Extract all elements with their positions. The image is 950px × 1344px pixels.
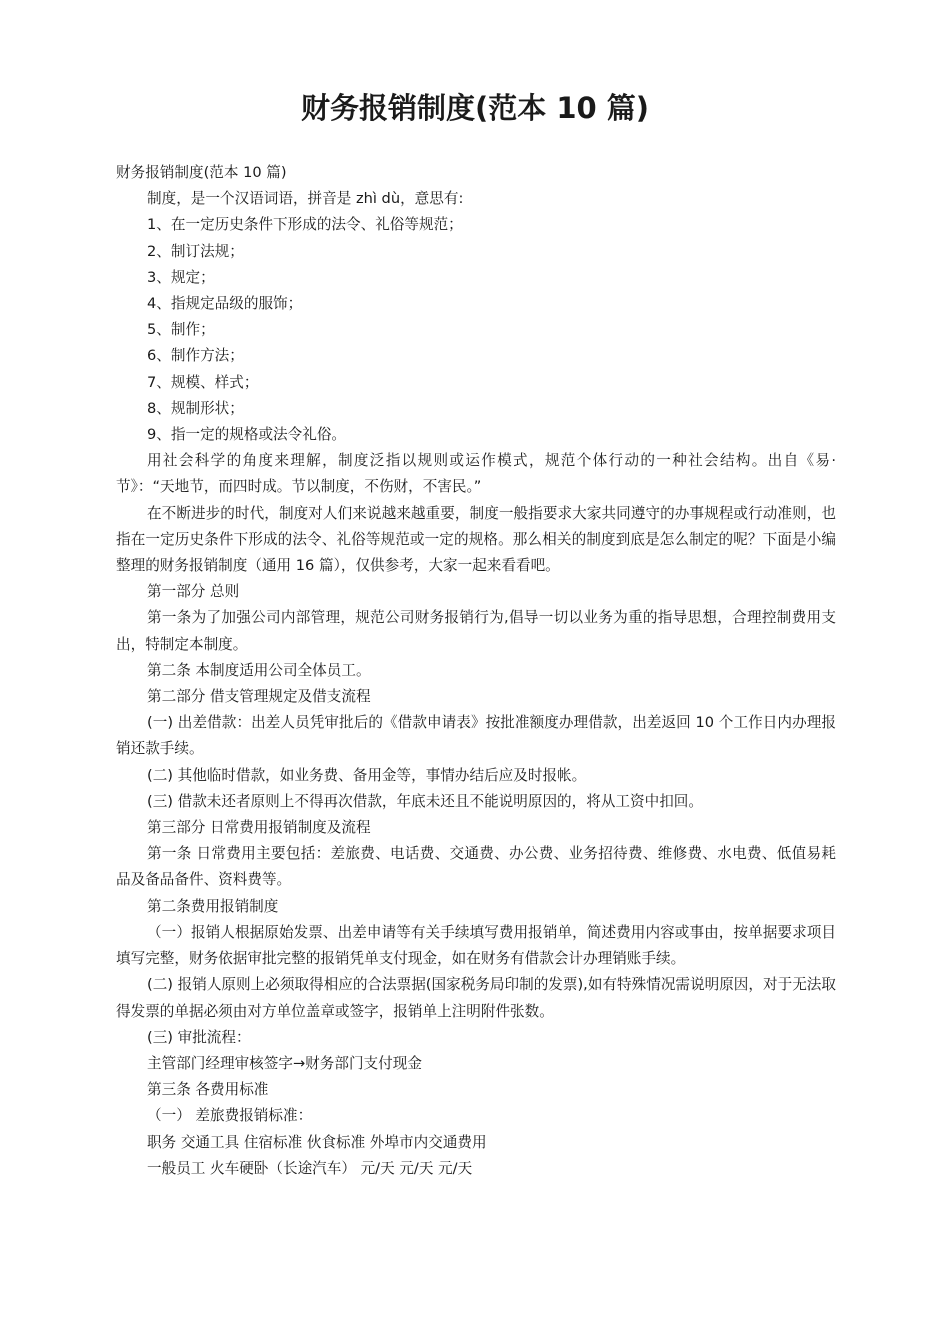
document-body xyxy=(116,160,836,1182)
section-heading: 第一部分 总则 xyxy=(147,583,240,601)
paragraph: 主管部门经理审核签字→财务部门支付现金 xyxy=(147,1054,422,1072)
list-item: 2、制订法规； xyxy=(147,242,244,260)
paragraph: 制度，是一个汉语词语，拼音是 zhì dù，意思有: xyxy=(147,190,464,208)
paragraph: (三) 审批流程： xyxy=(147,1028,251,1046)
section-heading: 第三部分 日常费用报销制度及流程 xyxy=(147,819,371,837)
paragraph: 第一条 日常费用主要包括：差旅费、电话费、交通费、办公费、业务招待费、维修费、水电费、低值易耗品及备品备件、资料费等。 xyxy=(116,845,836,889)
paragraph: 在不断进步的时代，制度对人们来说越来越重要，制度一般指要求大家共同遵守的办事规程或行动准则，也指在一定历史条件下形成的法令、礼俗等规范或一定的规格。那么相关的制度到底是怎么制定的呢？下面是小编整理的财务报销制度（通用 16 篇），仅供参考，大家一起来看看吧。 xyxy=(116,504,836,575)
list-item: 8、规制形状； xyxy=(147,399,244,417)
paragraph: 第一条为了加强公司内部管理，规范公司财务报销行为,倡导一切以业务为重的指导思想，合理控制费用支出，特制定本制度。 xyxy=(116,609,836,653)
paragraph: (二) 其他临时借款，如业务费、备用金等，事情办结后应及时报帐。 xyxy=(147,766,587,784)
list-item: 3、规定； xyxy=(147,268,215,286)
list-item: 4、指规定品级的服饰； xyxy=(147,295,303,313)
paragraph: 第三条 各费用标准 xyxy=(147,1081,269,1099)
paragraph: 第二条费用报销制度 xyxy=(147,897,279,915)
table-row-line: 一般员工 火车硬卧（长途汽车） 元/天 元/天 元/天 xyxy=(147,1159,473,1177)
list-item: 9、指一定的规格或法令礼俗。 xyxy=(147,426,347,444)
paragraph: (三) 借款未还者原则上不得再次借款，年底未还且不能说明原因的，将从工资中扣回。 xyxy=(147,792,703,810)
paragraph: 用社会科学的角度来理解，制度泛指以规则或运作模式，规范个体行动的一种社会结构。出自《易·节》：“天地节，而四时成。节以制度，不伤财，不害民。” xyxy=(116,452,836,496)
list-item: 6、制作方法； xyxy=(147,347,244,365)
paragraph: (二) 报销人原则上必须取得相应的合法票据(国家税务局印制的发票),如有特殊情况需说明原因，对于无法取得发票的单据必须由对方单位盖章或签字，报销单上注明附件张数。 xyxy=(116,976,836,1020)
paragraph: 第二条 本制度适用公司全体员工。 xyxy=(147,661,371,679)
list-item: 7、规模、样式； xyxy=(147,373,259,391)
list-item: 1、在一定历史条件下形成的法令、礼俗等规范； xyxy=(147,216,463,234)
section-heading: 第二部分 借支管理规定及借支流程 xyxy=(147,688,371,706)
paragraph: （一） 差旅费报销标准： xyxy=(147,1107,313,1125)
paragraph: （一）报销人根据原始发票、出差申请等有关手续填写费用报销单，简述费用内容或事由，按单据要求项目填写完整，财务依据审批完整的报销凭单支付现金，如在财务有借款会计办理销账手续。 xyxy=(116,923,836,968)
paragraph: (一) 出差借款：出差人员凭审批后的《借款申请表》按批准额度办理借款，出差返回 10 个工作日内办理报销还款手续。 xyxy=(116,714,836,758)
list-item: 5、制作； xyxy=(147,321,215,339)
table-header-line: 职务 交通工具 住宿标准 伙食标准 外埠市内交通费用 xyxy=(147,1133,487,1151)
document-title: 财务报销制度(范本 10 篇) xyxy=(300,91,650,125)
paragraph-subtitle: 财务报销制度(范本 10 篇) xyxy=(116,164,287,181)
